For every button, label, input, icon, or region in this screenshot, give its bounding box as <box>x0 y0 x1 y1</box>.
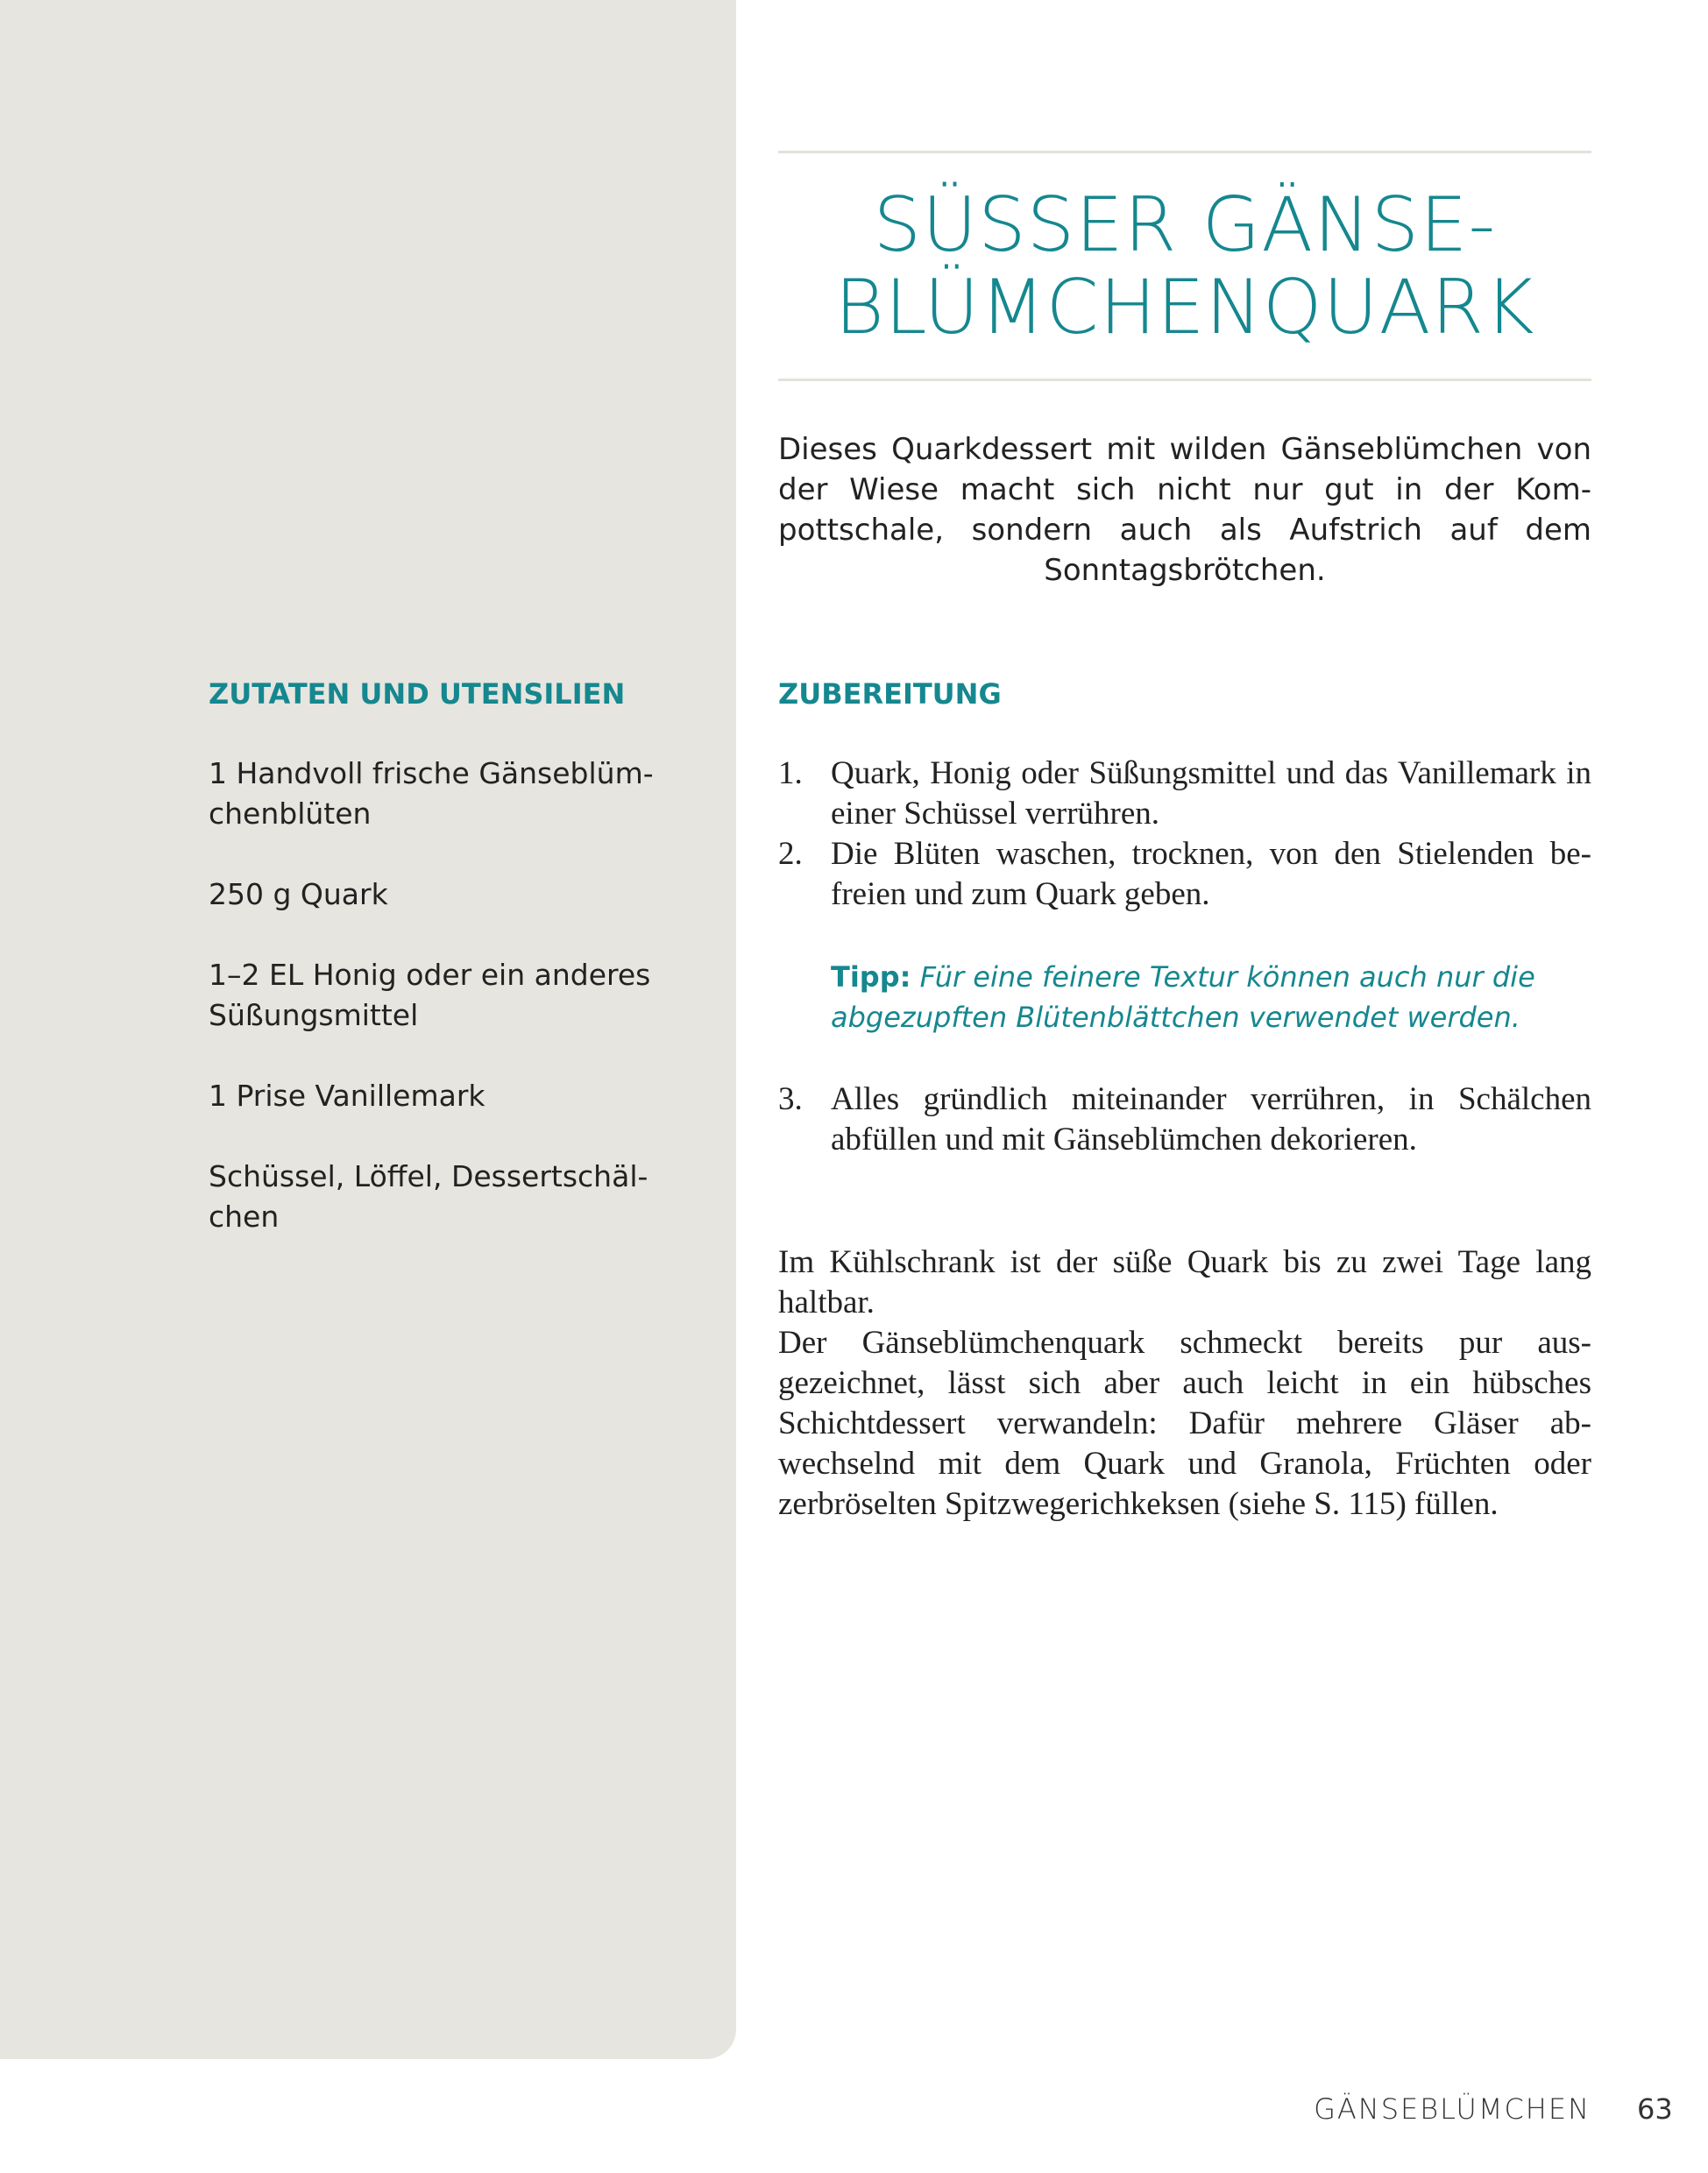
title-line-1: SÜSSER GÄNSE- <box>873 181 1497 269</box>
step-number: 3. <box>778 1081 803 1117</box>
step-item <box>778 1079 1591 1160</box>
tip-label: Tipp: <box>831 960 911 994</box>
steps-list-continued <box>778 1079 1591 1160</box>
step-item <box>778 754 1591 834</box>
step-number: 1. <box>778 755 803 791</box>
tip-box <box>831 957 1602 1037</box>
ingredient-item: 1 Handvoll frische Gänseblümchenblüten <box>209 756 654 831</box>
intro-text: Dieses Quarkdessert mit wilden Gänseblümchen von der Wiese macht sich nicht nur gut in der Kompottschale, sondern auch als Aufstrich auf dem Sonntagsbrötchen. <box>778 432 1591 588</box>
steps-list <box>778 754 1591 915</box>
step-text: Die Blüten waschen, trocknen, von den Stielenden befreien und zum Quark geben. <box>831 836 1591 912</box>
notes <box>778 1242 1591 1525</box>
step-item <box>778 834 1591 915</box>
ingredients-list <box>209 754 682 1278</box>
note-paragraph: Der Gänseblümchenquark schmeckt bereits pur ausgezeichnet, lässt sich aber auch leicht in ein hübsches Schichtdessert verwandeln: Dafür mehrere Gläser abwechselnd mit dem Quark und Granola, Früchten oder zerbröselten Spitzwegerichkeksen (siehe S. 115) füllen. <box>778 1325 1591 1522</box>
footer-section-title: GÄNSEBLÜMCHEN <box>1314 2092 1591 2126</box>
page-title <box>778 181 1591 351</box>
title-line-2: BLÜMCHENQUARK <box>834 264 1535 351</box>
page-number: 63 <box>1637 2092 1673 2126</box>
ingredient-item: 250 g Quark <box>209 877 388 911</box>
note-paragraph: Im Kühlschrank ist der süße Quark bis zu zwei Tage lang haltbar. <box>778 1244 1591 1320</box>
title-rule-bottom <box>778 379 1591 381</box>
step-text: Quark, Honig oder Süßungsmittel und das Vanillemark in einer Schüssel verrühren. <box>831 755 1591 832</box>
step-text: Alles gründlich miteinander verrühren, in Schälchen abfüllen und mit Gänseblümchen dekorieren. <box>831 1081 1591 1157</box>
ingredient-item: Schüssel, Löffel, Dessertschälchen <box>209 1159 648 1234</box>
title-rule-top <box>778 151 1591 153</box>
ingredient-item: 1 Prise Vanillemark <box>209 1079 485 1113</box>
preparation-heading: ZUBEREITUNG <box>778 677 1002 711</box>
ingredient-item: 1–2 EL Honig oder ein anderes Süßungsmittel <box>209 958 651 1032</box>
tip-text: Für eine feinere Textur können auch nur die abgezupften Blütenblättchen verwendet werden. <box>831 960 1535 1034</box>
step-number: 2. <box>778 836 803 872</box>
ingredients-heading: ZUTATEN UND UTENSILIEN <box>209 677 626 711</box>
